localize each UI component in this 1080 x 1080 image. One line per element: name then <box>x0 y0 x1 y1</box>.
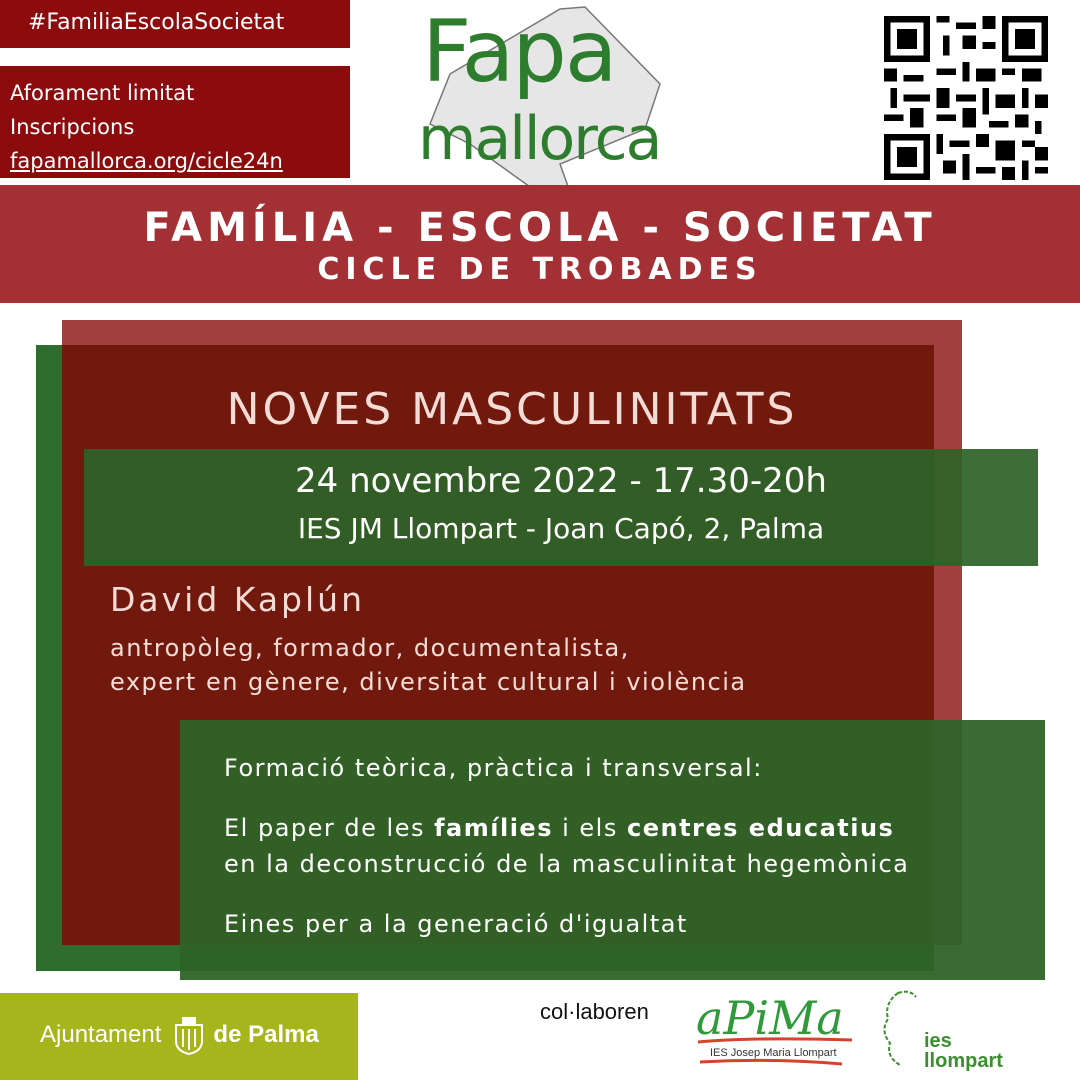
logo-word-fapa: Fapa <box>422 2 616 102</box>
ies-llompart-logo <box>876 985 1026 1075</box>
registration-label: Inscripcions <box>10 115 135 139</box>
logo-word-mallorca: mallorca <box>418 104 661 174</box>
description-line3: en la deconstrucció de la masculinitat hegemònica <box>224 850 910 878</box>
event-place: IES JM Llompart - Joan Capó, 2, Palma <box>297 512 825 545</box>
description-line1: Formació teòrica, pràctica i transversal: <box>224 754 763 782</box>
title-banner <box>0 185 1080 303</box>
description-line2-c: i els <box>552 814 627 842</box>
speaker-role-line1: antropòleg, formador, documentalista, <box>110 634 630 662</box>
hashtag-tag: #FamiliaEscolaSocietat <box>0 0 350 48</box>
palma-crest-icon <box>172 1015 206 1055</box>
collaborators-label: col·laboren <box>540 999 649 1024</box>
registration-link[interactable]: fapamallorca.org/cicle24n <box>10 149 283 173</box>
speaker-role-line2: expert en gènere, diversitat cultural i violència <box>110 668 747 696</box>
de-palma-word: de Palma <box>213 1021 319 1048</box>
speaker-name: David Kaplún <box>110 580 365 619</box>
ajuntament-logo <box>0 993 358 1080</box>
talk-title: NOVES MASCULINITATS <box>226 384 798 435</box>
qr-code[interactable] <box>884 16 1048 180</box>
registration-info <box>0 66 350 178</box>
banner-subtitle: CICLE DE TROBADES <box>317 252 763 287</box>
description-line4: Eines per a la generació d'igualtat <box>224 910 688 938</box>
ies-logo-text: ies <box>924 1030 952 1052</box>
apima-subtitle: IES Josep Maria Llompart <box>710 1047 837 1059</box>
event-datetime: 24 novembre 2022 - 17.30-20h <box>295 461 827 501</box>
apima-logo-text: aPiMa <box>696 991 844 1045</box>
apima-logo <box>692 990 862 1068</box>
banner-title: FAMÍLIA - ESCOLA - SOCIETAT <box>143 205 937 251</box>
ajuntament-word: Ajuntament <box>40 1021 162 1048</box>
description-families: famílies <box>434 814 553 842</box>
capacity-text: Aforament limitat <box>10 81 195 105</box>
description-line2 <box>224 814 894 842</box>
llompart-logo-text: llompart <box>924 1050 1003 1072</box>
description-centres: centres educatius <box>626 814 895 842</box>
description-line2-a: El paper de les <box>224 814 435 842</box>
